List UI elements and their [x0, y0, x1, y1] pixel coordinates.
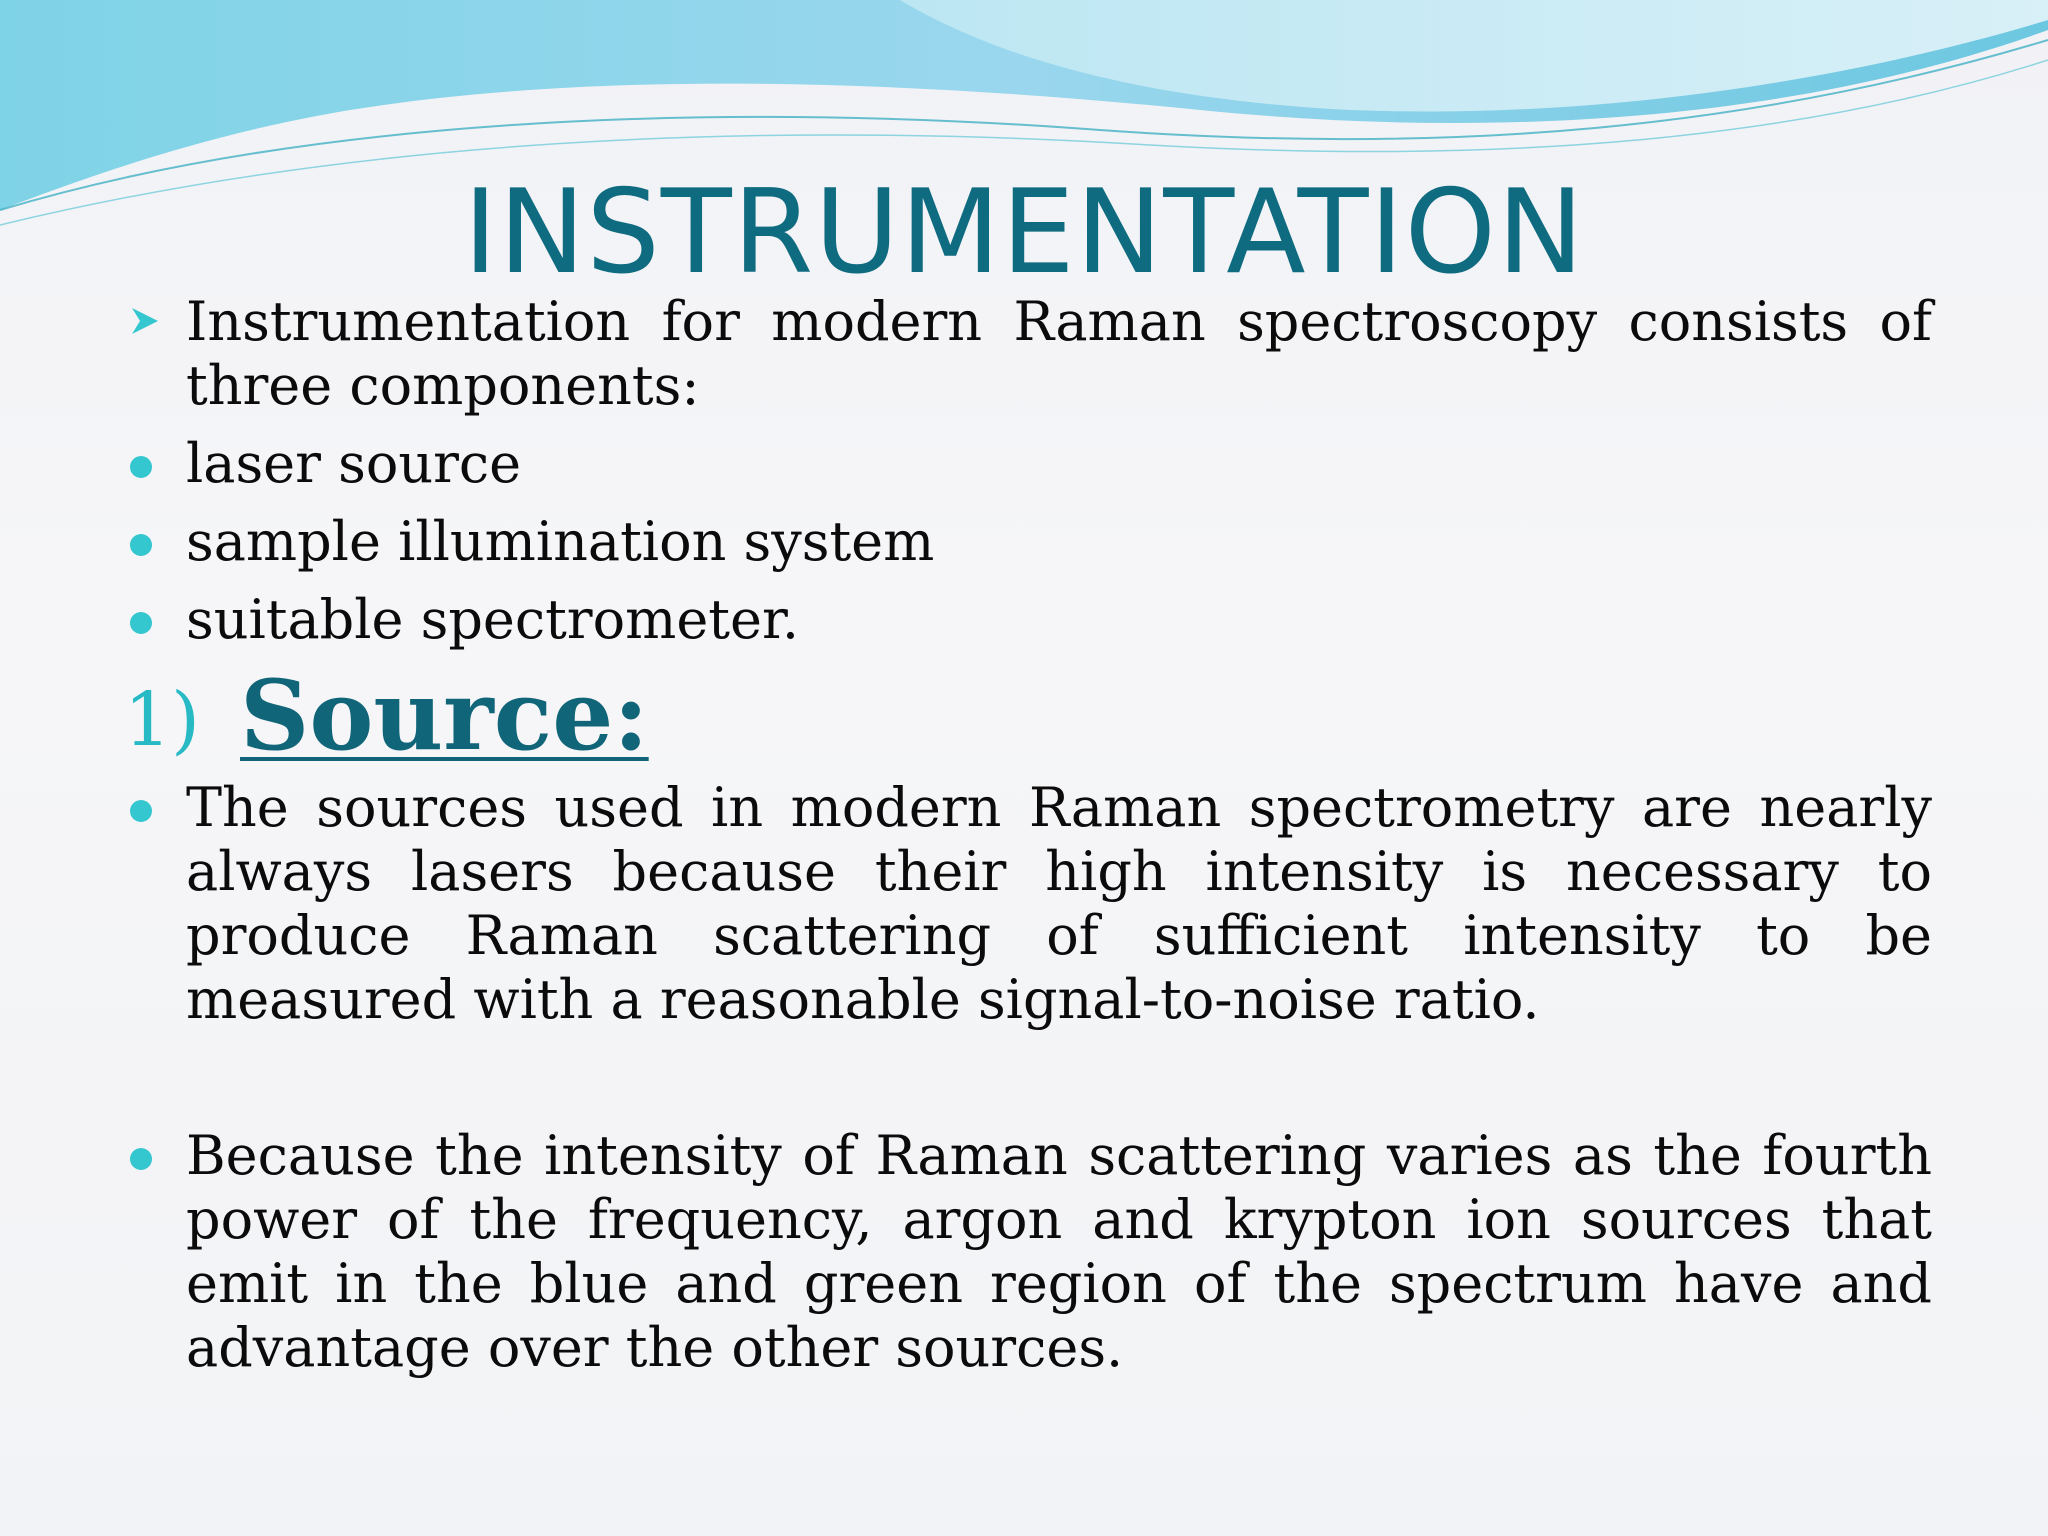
component-text: sample illumination system: [186, 510, 935, 573]
slide-content: [124, 290, 1932, 1380]
intro-item: [124, 290, 1932, 418]
component-text: suitable spectrometer.: [186, 588, 799, 651]
round-bullet-icon: [130, 456, 152, 478]
section-heading: [124, 656, 1932, 776]
slide-title: INSTRUMENTATION: [463, 165, 1585, 300]
round-bullet-icon: [130, 1148, 152, 1170]
intro-text: Instrumentation for modern Raman spectroscopy consists of three components:: [186, 290, 1932, 417]
round-bullet-icon: [130, 612, 152, 634]
component-text: laser source: [186, 432, 522, 495]
arrow-bullet-icon: [128, 304, 162, 338]
paragraph-item: [124, 1124, 1932, 1380]
paragraph-text: The sources used in modern Raman spectrometry are nearly always lasers because their high intensity is necessary to produce Raman scattering of sufficient intensity to be measured with a reasonable signal-to-noise ratio.: [186, 776, 1932, 1031]
paragraph-text: Because the intensity of Raman scattering varies as the fourth power of the frequency, argon and krypton ion sources that emit in the blue and green region of the spectrum have and advantage over the other sources.: [186, 1124, 1932, 1379]
component-item: [124, 588, 1932, 652]
component-item: [124, 432, 1932, 496]
round-bullet-icon: [130, 800, 152, 822]
paragraph-item: [124, 776, 1932, 1032]
round-bullet-icon: [130, 534, 152, 556]
section-number: 1): [124, 677, 200, 763]
component-item: [124, 510, 1932, 574]
section-title: Source:: [240, 659, 649, 772]
